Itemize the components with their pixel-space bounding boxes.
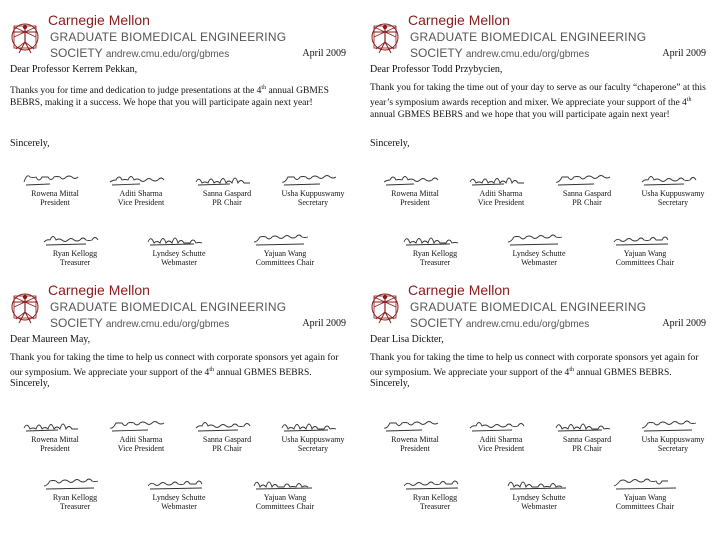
officer-name: Ryan Kellogg (52, 493, 98, 502)
university-name: Carnegie Mellon (408, 282, 510, 298)
officer-name: Usha Kuppuswamy (641, 189, 705, 198)
officer-signature-block (544, 416, 630, 453)
officer-name: Rowena Mittal (31, 435, 79, 444)
officer-name: Usha Kuppuswamy (641, 435, 705, 444)
officer-name: Aditi Sharma (119, 189, 163, 198)
letter-body: Thank you for taking the time to help us connect with corporate sponsors yet again for our symposium. We appreciate your support of the 4th annual GBMES BEBRS. (10, 353, 339, 379)
officer-name: Yajuan Wang (623, 493, 667, 502)
officer-name: Yajuan Wang (263, 249, 307, 258)
officer-role: Secretary (297, 198, 329, 207)
letter-date: April 2009 (302, 318, 346, 329)
officer-role: Webmaster (161, 258, 197, 267)
letter-card (6, 8, 358, 270)
officer-name: Lyndsey Schutte (152, 249, 206, 258)
officer-signature-block (602, 474, 688, 511)
officer-name: Usha Kuppuswamy (281, 189, 345, 198)
officer-name: Ryan Kellogg (412, 493, 458, 502)
closing: Sincerely, (370, 138, 410, 149)
letter-card (366, 278, 718, 540)
signature-icon (380, 416, 450, 434)
signature-icon (106, 170, 176, 188)
signature-icon (504, 230, 574, 248)
salutation: Dear Professor Todd Przybycien, (370, 64, 503, 75)
department-name: GRADUATE BIOMEDICAL ENGINEERING (50, 300, 287, 314)
officer-signature-block (12, 170, 98, 207)
officer-name: Lyndsey Schutte (512, 249, 566, 258)
officer-role: Treasurer (419, 258, 451, 267)
society-url: andrew.cmu.edu/org/gbmes (465, 49, 590, 60)
officer-role: President (40, 444, 70, 453)
signature-icon (638, 416, 708, 434)
officer-name: Ryan Kellogg (412, 249, 458, 258)
officer-signature-block (496, 230, 582, 267)
society-line (50, 46, 229, 60)
society-line (410, 316, 589, 330)
letter-card (6, 278, 358, 540)
letter-date: April 2009 (662, 318, 706, 329)
officer-signature-block (32, 474, 118, 511)
officer-signature-block (392, 474, 478, 511)
officer-signature-block (32, 230, 118, 267)
officer-signature-block (242, 474, 328, 511)
officer-signature-block (184, 170, 270, 207)
officer-role: Vice President (477, 444, 525, 453)
vitruvian-man-icon (370, 286, 400, 328)
officer-signature-block (372, 170, 458, 207)
officer-signature-block (12, 416, 98, 453)
officer-name: Ryan Kellogg (52, 249, 98, 258)
officer-signature-block (392, 230, 478, 267)
officer-signature-block (630, 170, 716, 207)
officer-role: Vice President (117, 444, 165, 453)
society-label: SOCIETY (50, 46, 103, 60)
officer-signature-block (496, 474, 582, 511)
officer-signature-block (458, 416, 544, 453)
officer-name: Rowena Mittal (31, 189, 79, 198)
signature-icon (610, 230, 680, 248)
society-line (50, 316, 229, 330)
officer-role: Committees Chair (255, 258, 315, 267)
officer-name: Aditi Sharma (479, 435, 523, 444)
officer-role: PR Chair (572, 198, 602, 207)
signature-icon (250, 474, 320, 492)
officer-signature-block (544, 170, 630, 207)
signature-icon (610, 474, 680, 492)
officer-role: Webmaster (161, 502, 197, 511)
officer-signature-block (270, 170, 356, 207)
officer-role: PR Chair (212, 444, 242, 453)
officer-signature-block (242, 230, 328, 267)
vitruvian-man-icon (10, 16, 40, 58)
letter-date: April 2009 (302, 48, 346, 59)
officer-role: PR Chair (212, 198, 242, 207)
letter-card (366, 8, 718, 270)
officer-role: Treasurer (59, 258, 91, 267)
vitruvian-man-icon (370, 16, 400, 58)
officer-name: Sanna Gaspard (562, 189, 612, 198)
society-label: SOCIETY (410, 316, 463, 330)
officer-role: Secretary (657, 198, 689, 207)
officer-role: Secretary (297, 444, 329, 453)
signature-icon (278, 170, 348, 188)
officer-role: Vice President (117, 198, 165, 207)
signature-icon (250, 230, 320, 248)
signature-icon (466, 170, 536, 188)
officer-role: Committees Chair (615, 502, 675, 511)
society-url: andrew.cmu.edu/org/gbmes (465, 319, 590, 330)
university-name: Carnegie Mellon (48, 12, 150, 28)
letter-body: Thank you for taking the time out of your day to serve as our faculty “chaperone” at this year’s symposium awards reception and mixer. We appreciate your support of the 4th annual GBMES BEBRS and we hope that you will participate again next year! (370, 83, 706, 121)
officer-name: Lyndsey Schutte (152, 493, 206, 502)
signature-icon (192, 170, 262, 188)
department-name: GRADUATE BIOMEDICAL ENGINEERING (410, 300, 647, 314)
signature-icon (144, 474, 214, 492)
officer-name: Yajuan Wang (263, 493, 307, 502)
signature-icon (466, 416, 536, 434)
officer-role: PR Chair (572, 444, 602, 453)
officer-signature-block (136, 230, 222, 267)
officer-signature-block (98, 416, 184, 453)
officer-role: Committees Chair (255, 502, 315, 511)
letter-date: April 2009 (662, 48, 706, 59)
signature-icon (40, 474, 110, 492)
department-name: GRADUATE BIOMEDICAL ENGINEERING (410, 30, 647, 44)
university-name: Carnegie Mellon (408, 12, 510, 28)
officer-role: Secretary (657, 444, 689, 453)
officer-signature-block (270, 416, 356, 453)
officer-name: Sanna Gaspard (562, 435, 612, 444)
department-name: GRADUATE BIOMEDICAL ENGINEERING (50, 30, 287, 44)
signature-icon (638, 170, 708, 188)
signature-icon (20, 170, 90, 188)
society-label: SOCIETY (50, 316, 103, 330)
officer-name: Sanna Gaspard (202, 189, 252, 198)
officer-signature-block (136, 474, 222, 511)
signature-icon (40, 230, 110, 248)
officer-name: Sanna Gaspard (202, 435, 252, 444)
signature-icon (400, 230, 470, 248)
signature-icon (552, 170, 622, 188)
officer-signature-block (372, 416, 458, 453)
signature-icon (504, 474, 574, 492)
signature-icon (20, 416, 90, 434)
university-name: Carnegie Mellon (48, 282, 150, 298)
vitruvian-man-icon (10, 286, 40, 328)
officer-role: President (40, 198, 70, 207)
officer-role: Webmaster (521, 502, 557, 511)
signature-icon (144, 230, 214, 248)
officer-signature-block (602, 230, 688, 267)
officer-name: Rowena Mittal (391, 435, 439, 444)
officer-role: Committees Chair (615, 258, 675, 267)
letter-body: Thank you for taking the time to help us connect with corporate sponsors yet again for our symposium. We appreciate your support of the 4th annual GBMES BEBRS. (370, 353, 699, 379)
officer-name: Aditi Sharma (119, 435, 163, 444)
signature-icon (106, 416, 176, 434)
society-url: andrew.cmu.edu/org/gbmes (105, 49, 230, 60)
salutation: Dear Maureen May, (10, 334, 91, 345)
officer-name: Usha Kuppuswamy (281, 435, 345, 444)
closing: Sincerely, (10, 378, 50, 389)
society-label: SOCIETY (410, 46, 463, 60)
officer-role: President (400, 198, 430, 207)
salutation: Dear Lisa Dickter, (370, 334, 444, 345)
officer-role: Treasurer (419, 502, 451, 511)
signature-icon (400, 474, 470, 492)
officer-role: Treasurer (59, 502, 91, 511)
society-line (410, 46, 589, 60)
officer-role: President (400, 444, 430, 453)
officer-name: Lyndsey Schutte (512, 493, 566, 502)
signature-icon (192, 416, 262, 434)
officer-signature-block (184, 416, 270, 453)
officer-name: Rowena Mittal (391, 189, 439, 198)
officer-name: Yajuan Wang (623, 249, 667, 258)
society-url: andrew.cmu.edu/org/gbmes (105, 319, 230, 330)
officer-role: Webmaster (521, 258, 557, 267)
salutation: Dear Professor Kerrem Pekkan, (10, 64, 138, 75)
officer-signature-block (98, 170, 184, 207)
officer-signature-block (458, 170, 544, 207)
officer-role: Vice President (477, 198, 525, 207)
officer-name: Aditi Sharma (479, 189, 523, 198)
closing: Sincerely, (370, 378, 410, 389)
closing: Sincerely, (10, 138, 50, 149)
officer-signature-block (630, 416, 716, 453)
signature-icon (380, 170, 450, 188)
signature-icon (552, 416, 622, 434)
letter-body: Thanks you for time and dedication to judge presentations at the 4th annual GBMES BEBRS, making it a success. We hope that you will participate again next year! (10, 85, 329, 109)
signature-icon (278, 416, 348, 434)
